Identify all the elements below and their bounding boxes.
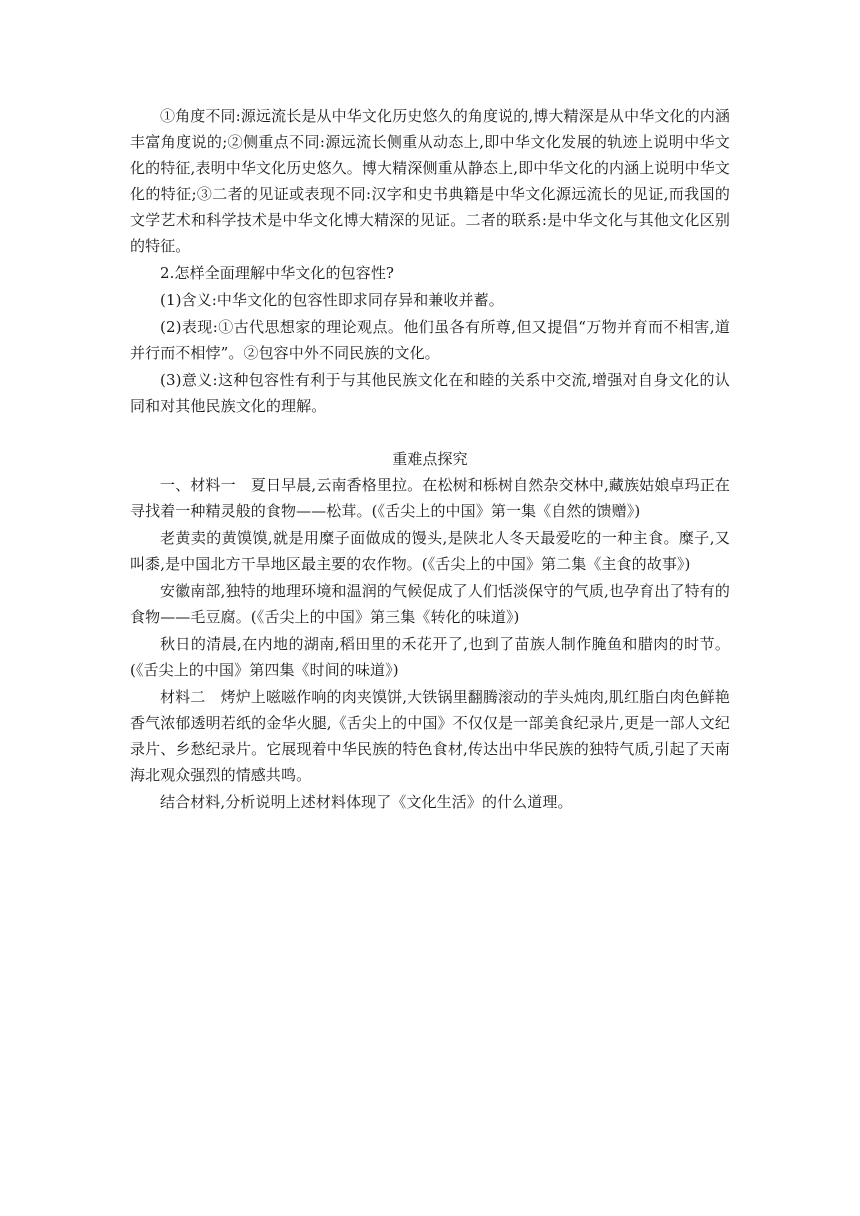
paragraph-difference: ①角度不同:源远流长是从中华文化历史悠久的角度说的,博大精深是从中华文化的内涵丰富角度说的;②侧重点不同:源远流长侧重从动态上,即中华文化发展的轨迹上说明中华文化的特征,表明中华文化历史悠久。博大精深侧重从静态上,即中华文化的内涵上说明中华文化的特征;③二者的见证或表现不同:汉字和史书典籍是中华文化源远流长的见证,而我国的文学艺术和科学技术是中华文化博大精深的见证。二者的联系:是中华文化与其他文化区别的特征。 <box>130 107 730 255</box>
material-1-paragraph-4: 秋日的清晨,在内地的湖南,稻田里的禾花开了,也到了苗族人制作腌鱼和腊肉的时节。(《舌尖上的中国》第四集《时间的味道》) <box>130 635 730 679</box>
material-2-paragraph: 材料二 烤炉上嗞嗞作响的肉夹馍饼,大铁锅里翻腾滚动的芋头炖肉,肌红脂白肉色鲜艳香气浓郁透明若纸的金华火腿,《舌尖上的中国》不仅仅是一部美食纪录片,更是一部人文纪录片、乡愁纪录片。它展现着中华民族的特色食材,传达出中华民族的独特气质,引起了天南海北观众强烈的情感共鸣。 <box>130 688 730 784</box>
material-1-paragraph-3: 安徽南部,独特的地理环境和温润的气候促成了人们恬淡保守的气质,也孕育出了特有的食物——毛豆腐。(《舌尖上的中国》第三集《转化的味道》) <box>130 582 730 626</box>
material-1-paragraph-2: 老黄卖的黄馍馍,就是用糜子面做成的馒头,是陕北人冬天最爱吃的一种主食。糜子,又叫黍,是中国北方干旱地区最主要的农作物。(《舌尖上的中国》第二集《主食的故事》) <box>130 529 730 573</box>
answer-significance: (3)意义:这种包容性有利于与其他民族文化在和睦的关系中交流,增强对自身文化的认同和对其他民族文化的理解。 <box>130 371 730 415</box>
document-page <box>130 103 730 816</box>
question-prompt: 结合材料,分析说明上述材料体现了《文化生活》的什么道理。 <box>160 793 573 811</box>
answer-manifestation: (2)表现:①古代思想家的理论观点。他们虽各有所尊,但又提倡“万物并育而不相害,道并行而不相悖”。②包容中外不同民族的文化。 <box>130 318 730 362</box>
answer-meaning: (1)含义:中华文化的包容性即求同存异和兼收并蓄。 <box>160 291 504 309</box>
question-2: 2.怎样全面理解中华文化的包容性? <box>160 264 395 282</box>
material-1-paragraph-1: 一、材料一 夏日早晨,云南香格里拉。在松树和栎树自然杂交林中,藏族姑娘卓玛正在寻找着一种精灵般的食物——松茸。(《舌尖上的中国》第一集《自然的馈赠》) <box>130 476 730 520</box>
section-title: 重难点探究 <box>392 450 468 468</box>
